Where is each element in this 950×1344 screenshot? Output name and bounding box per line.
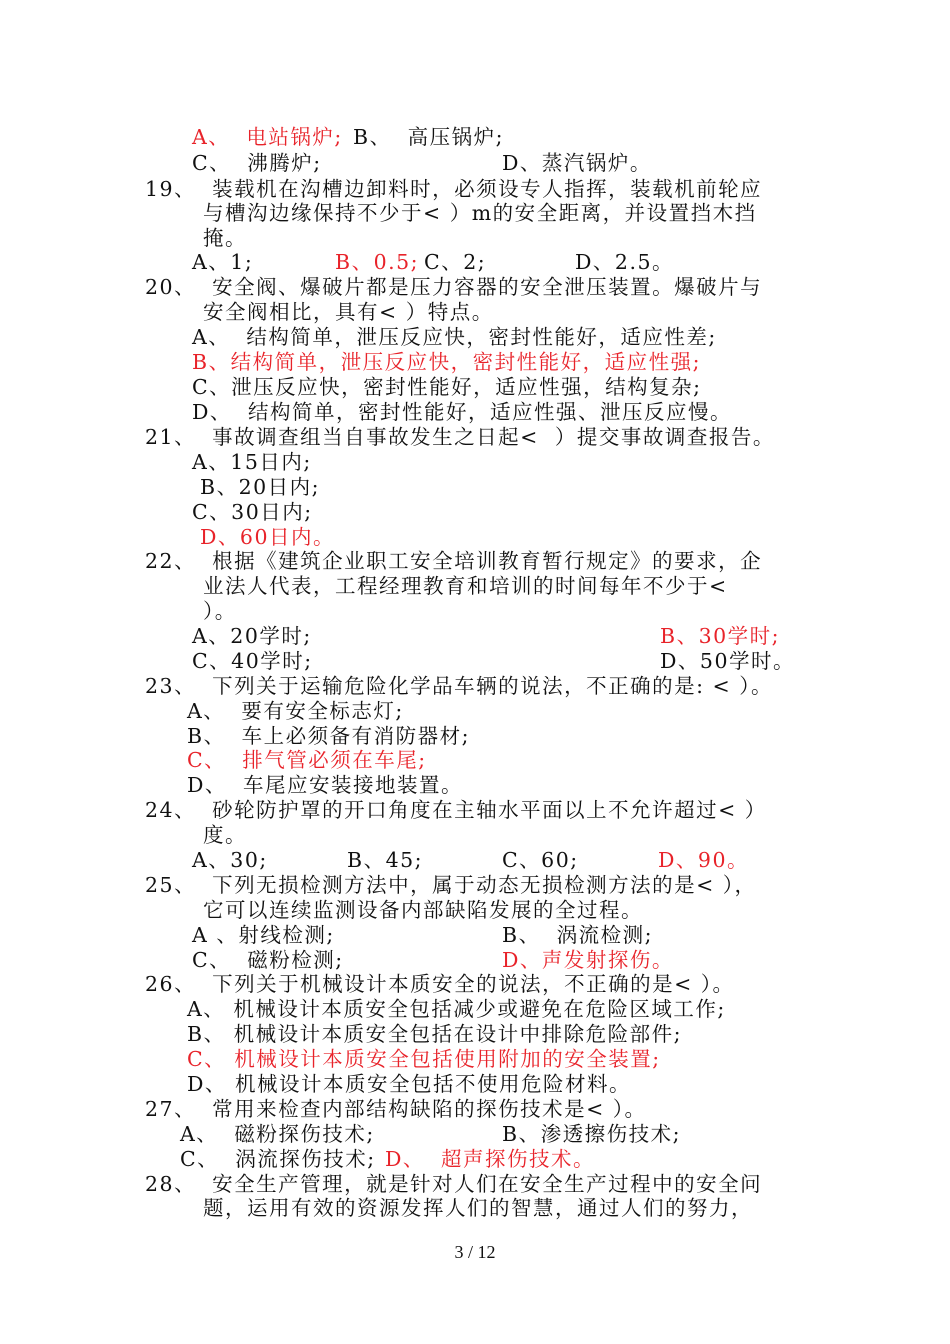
option-text: C、30日内; (192, 500, 313, 524)
option-text: D、 车尾应安装接地装置。 (187, 773, 463, 797)
question-text: 19、 装载机在沟槽边卸料时，必须设专人指挥，装载机前轮应 (145, 177, 763, 201)
option-text: A、 磁粉探伤技术; (180, 1122, 375, 1146)
question-text: 业法人代表，工程经理教育和培训的时间每年不少于< (203, 574, 728, 598)
option-text: B、渗透擦伤技术; (502, 1122, 681, 1146)
option-text: B、 高压锅炉; (345, 125, 505, 149)
option-text: A、 机械设计本质安全包括减少或避免在危险区域工作; (187, 997, 726, 1021)
option-text: C、2; (416, 250, 487, 274)
option-text: D、 结构简单，密封性能好，适应性强、泄压反应慢。 (192, 400, 732, 424)
option-text: A、15日内; (192, 450, 312, 474)
option-text: B、20日内; (200, 475, 321, 499)
option-text: A、 电站锅炉; (192, 125, 343, 149)
question-text: 20、 安全阀、爆破片都是压力容器的安全泄压装置。爆破片与 (145, 275, 763, 299)
option-text: C、60; (502, 848, 579, 872)
option-text: A、1; (192, 250, 254, 274)
question-text: ）。 (203, 599, 237, 623)
question-text: 它可以连续监测设备内部缺陷发展的全过程。 (203, 898, 643, 922)
option-text: D、蒸汽锅炉。 (502, 151, 652, 175)
question-text: 与槽沟边缘保持不少于< ）m的安全距离，并设置挡木挡 (203, 201, 757, 225)
option-text: C、 沸腾炉; (192, 151, 322, 175)
question-text: 21、 事故调查组当自事故发生之日起< ）提交事故调查报告。 (145, 425, 775, 449)
option-text: B、 机械设计本质安全包括在设计中排除危险部件; (187, 1022, 682, 1046)
option-text: B、45; (347, 848, 424, 872)
option-text: A、 结构简单，泄压反应快，密封性能好，适应性差; (192, 325, 717, 349)
option-text: A 、射线检测; (192, 923, 335, 947)
question-text: 掩。 (203, 226, 247, 250)
option-text: D、声发射探伤。 (502, 948, 674, 972)
question-text: 23、 下列关于运输危险化学品车辆的说法，不正确的是: < ）。 (145, 674, 773, 698)
question-text: 28、 安全生产管理，就是针对人们在安全生产过程中的安全问 (145, 1172, 763, 1196)
question-text: 27、 常用来检查内部结构缺陷的探伤技术是< ）。 (145, 1097, 647, 1121)
option-text: D、50学时。 (660, 649, 796, 673)
option-text: C、 涡流探伤技术; (180, 1147, 376, 1171)
option-text: B、0.5; (335, 250, 420, 274)
option-text: A、20学时; (192, 624, 312, 648)
question-text: 26、 下列关于机械设计本质安全的说法，不正确的是< ）。 (145, 972, 735, 996)
option-text: C、40学时; (192, 649, 313, 673)
option-text: B、 涡流检测; (502, 923, 654, 947)
option-text: B、 车上必须备有消防器材; (187, 724, 471, 748)
option-text: C、 磁粉检测; (192, 948, 344, 972)
question-text: 安全阀相比，具有< ）特点。 (203, 300, 494, 324)
option-text: C、 排气管必须在车尾; (187, 748, 427, 772)
option-text: D、2.5。 (575, 250, 675, 274)
option-text: D、60日内。 (200, 525, 336, 549)
question-text: 22、 根据《建筑企业职工安全培训教育暂行规定》的要求，企 (145, 549, 763, 573)
option-text: D、90。 (658, 848, 750, 872)
option-text: A、30; (192, 848, 268, 872)
option-text: C、泄压反应快，密封性能好，适应性强，结构复杂; (192, 375, 702, 399)
question-text: 度。 (203, 823, 247, 847)
question-text: 25、 下列无损检测方法中，属于动态无损检测方法的是< ）， (145, 873, 757, 897)
option-text: D、 机械设计本质安全包括不使用危险材料。 (187, 1072, 631, 1096)
option-text: B、30学时; (660, 624, 781, 648)
option-text: D、 超声探伤技术。 (385, 1147, 595, 1171)
option-text: B、结构简单，泄压反应快，密封性能好，适应性强; (192, 350, 701, 374)
option-text: C、 机械设计本质安全包括使用附加的安全装置; (187, 1047, 661, 1071)
page-number: 3 / 12 (454, 1242, 496, 1262)
question-text: 24、 砂轮防护罩的开口角度在主轴水平面以上不允许超过< ） (145, 798, 767, 822)
question-text: 题，运用有效的资源发挥人们的智慧，通过人们的努力， (203, 1196, 753, 1220)
option-text: A、 要有安全标志灯; (187, 699, 404, 723)
